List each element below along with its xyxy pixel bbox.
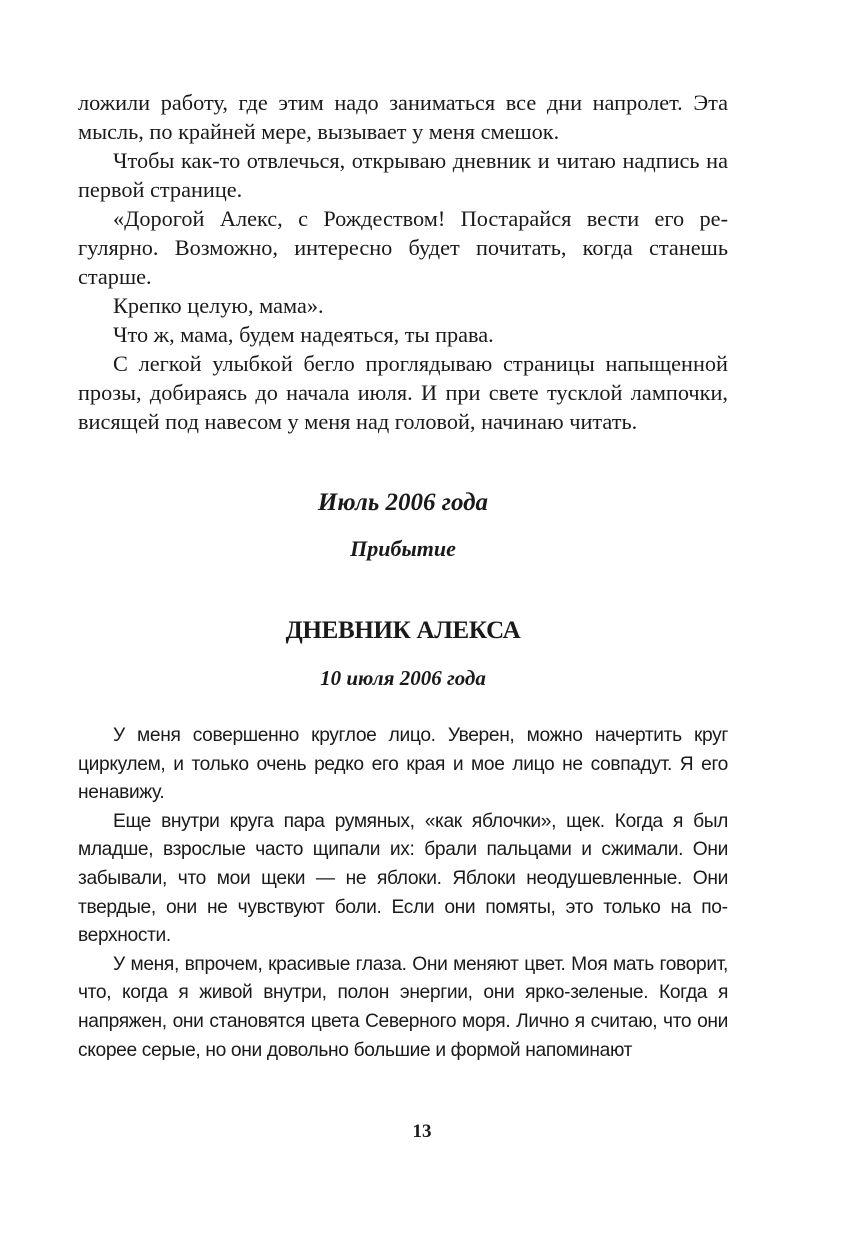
intro-paragraph: Чтобы как-то отвлечься, открываю дневник и читаю надпись на первой странице. [78,148,728,202]
diary-text [78,722,728,1065]
diary-paragraph: Еще внутри круга пара румяных, «как яблочки», щек. Когда я был младше, взрослые часто щипали их: брали пальцами и сжимали. Они забывали, что мои щеки — не яблоки. Яблоки неодушевленные. Они твердые, они не чувствуют боли. Если они помяты, это только на поверхности. [78,810,728,947]
diary-date: 10 июля 2006 года [320,666,486,690]
intro-paragraph: Крепко целую, мама». [113,293,324,318]
intro-paragraph: ложили работу, где этим надо заниматься все дни напролет. Эта мысль, по крайней мере, вызывает у меня смешок. [78,90,728,144]
chapter-title: Июль 2006 года [317,489,489,516]
intro-paragraph: «Дорогой Алекс, с Рождеством! Постарайся вести его регулярно. Возможно, интересно будет почитать, когда станешь старше. [78,206,728,289]
intro-text [78,88,728,436]
diary-title: ДНЕВНИК АЛЕКСА [285,617,521,644]
page-number: 13 [412,1121,432,1142]
diary-paragraph: У меня совершенно круглое лицо. Уверен, можно начертить круг циркулем, и только очень редко его края и мое лицо не совпадут. Я его ненавижу. [78,725,728,804]
diary-paragraph: У меня, впрочем, красивые глаза. Они меняют цвет. Моя мать говорит, что, когда я живой внутри, полон энергии, они ярко-зеленые. Когда я напряжен, они становятся цвета Северного моря. Лично я считаю, что они скорее серые, но они довольно большие и формой напоминают [78,953,728,1061]
intro-paragraph: Что ж, мама, будем надеяться, ты права. [113,322,494,347]
book-page [78,88,728,1065]
chapter-subtitle: Прибытие [350,536,456,561]
intro-paragraph: С легкой улыбкой бегло проглядываю страницы напыщенной прозы, добираясь до начала июля. И при свете тусклой лампочки, висящей под навесом у меня над головой, начинаю читать. [78,351,728,434]
